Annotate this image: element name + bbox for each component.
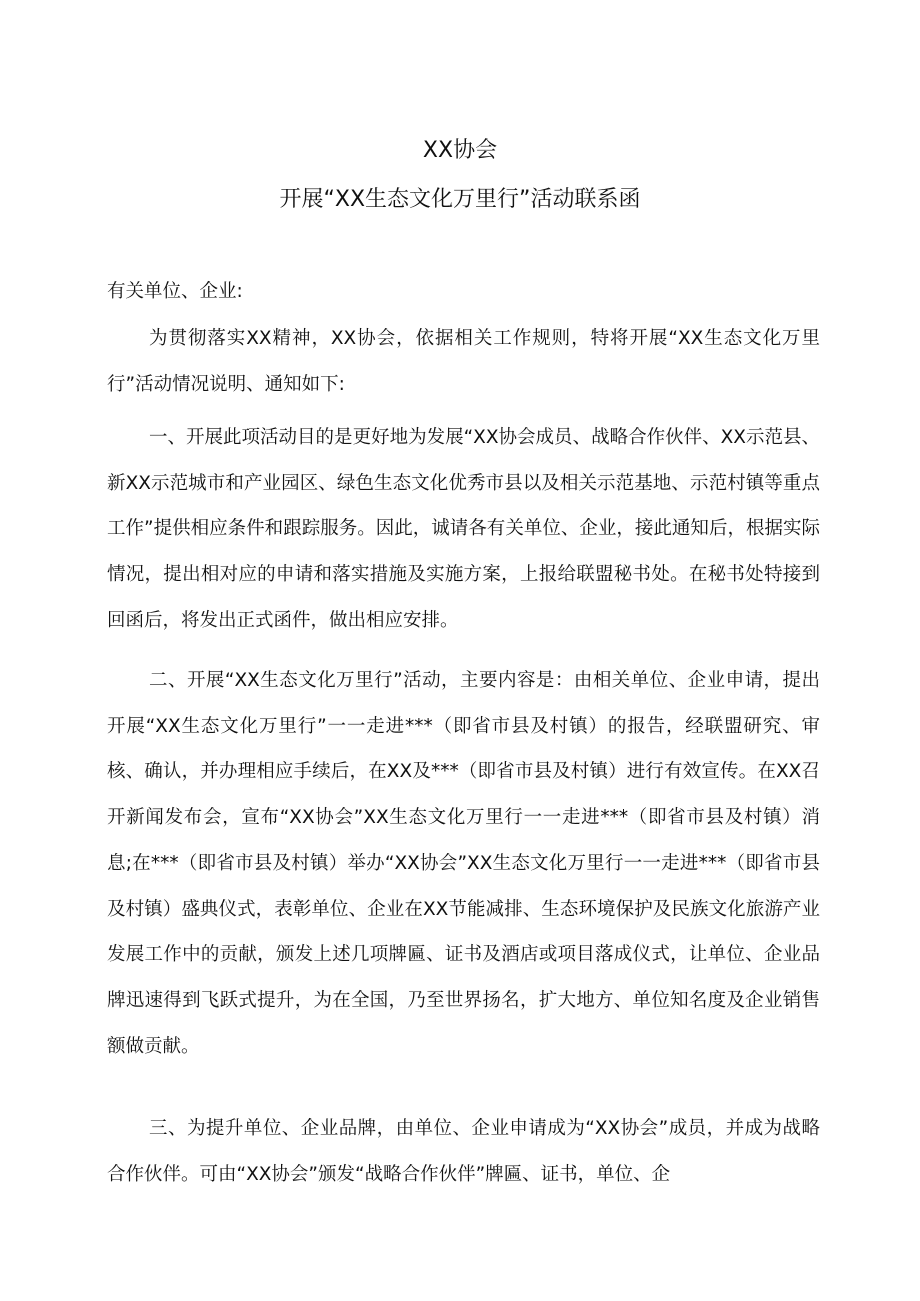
paragraph-section-3: 三、为提升单位、企业品牌，由单位、企业申请成为“XX协会”成员，并成为战略合作伙伴。可由“XX协会”颁发“战略合作伙伴”牌匾、证书，单位、企: [107, 1118, 820, 1185]
document-title-line-2: 开展“XX生态文化万里行”活动联系函: [279, 187, 641, 212]
paragraph-intro: 为贯彻落实XX精神，XX协会，依据相关工作规则，特将开展“XX生态文化万里行”活动情况说明、通知如下:: [107, 328, 820, 395]
paragraph-section-1: 一、开展此项活动目的是更好地为发展“XX协会成员、战略合作伙伴、XX示范县、新XX示范城市和产业园区、绿色生态文化优秀市县以及相关示范基地、示范村镇等重点工作”提供相应条件和跟踪服务。因此，诚请各有关单位、企业，接此通知后，根据实际情况，提出相对应的申请和落实措施及实施方案，上报给联盟秘书处。在秘书处特接到回函后，将发出正式函件，做出相应安排。: [107, 427, 820, 631]
document-title-line-1: XX协会: [422, 138, 498, 163]
salutation: 有关单位、企业:: [107, 281, 243, 302]
paragraph-section-2: 二、开展“XX生态文化万里行”活动，主要内容是：由相关单位、企业申请，提出开展“XX生态文化万里行”一一走进***（即省市县及村镇）的报告，经联盟研究、审核、确认，并办理相应手续后，在XX及***（即省市县及村镇）进行有效宣传。在XX召开新闻发布会，宣布“XX协会”XX生态文化万里行一一走进***（即省市县及村镇）消息;在***（即省市县及村镇）举办“XX协会”XX生态文化万里行一一走进***（即省市县及村镇）盛典仪式，表彰单位、企业在XX节能减排、生态环境保护及民族文化旅游产业发展工作中的贡献，颁发上述几项牌匾、证书及酒店或项目落成仪式，让单位、企业品牌迅速得到飞跃式提升，为在全国，乃至世界扬名，扩大地方、单位知名度及企业销售额做贡献。: [107, 670, 820, 1057]
